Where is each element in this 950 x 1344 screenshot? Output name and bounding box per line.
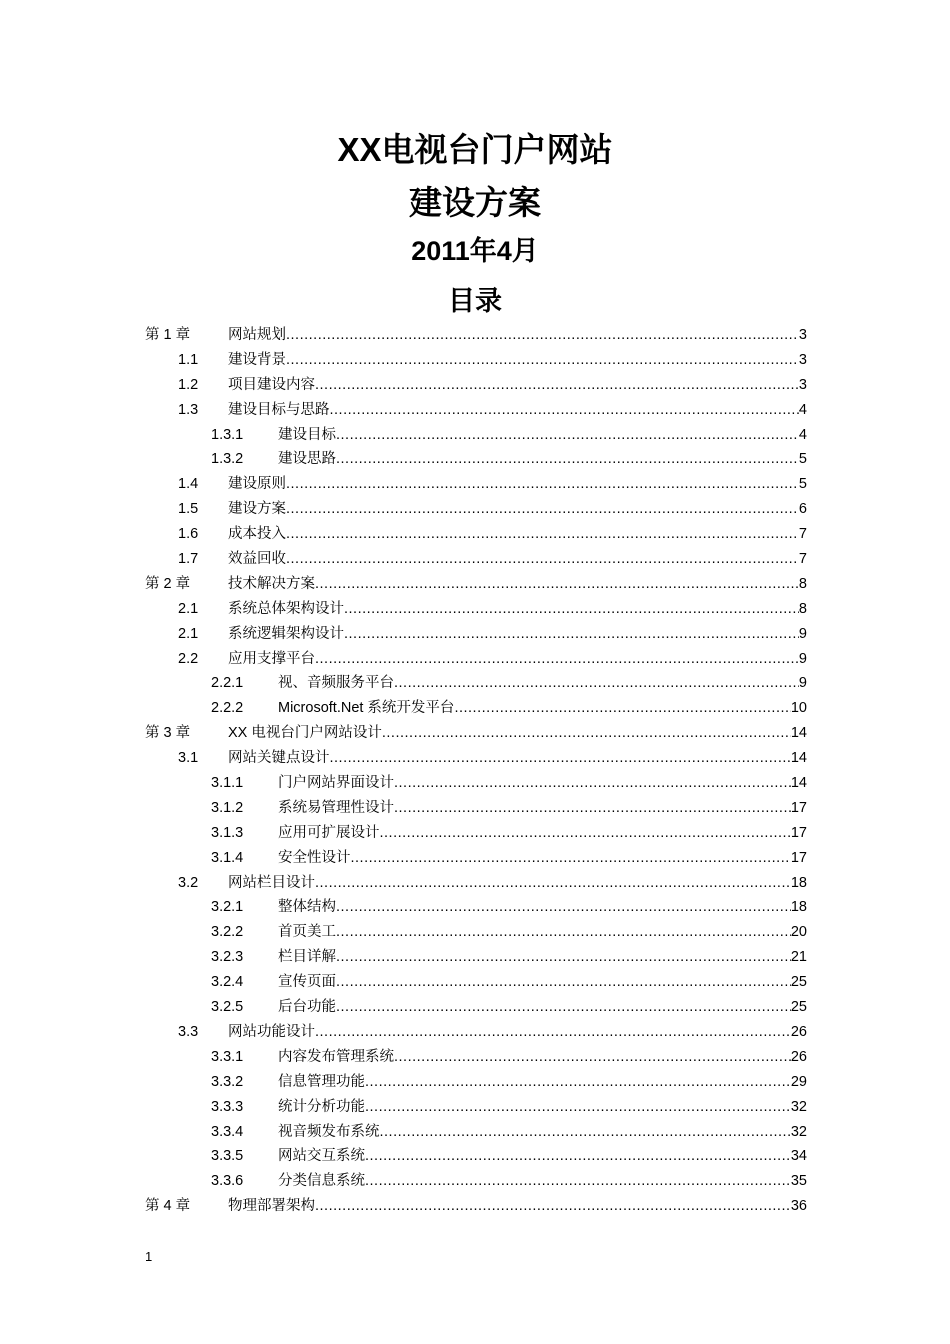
toc-entry-number: 3.2.4: [211, 974, 244, 991]
toc-entry[interactable]: [0, 1070, 950, 1095]
toc-leader-dots: [336, 920, 791, 945]
toc-entry-number: 3.3.3: [211, 1098, 244, 1115]
toc-entry-label: 门户网站界面设计: [278, 775, 394, 792]
toc-entry[interactable]: [0, 846, 950, 871]
toc-entry-body: [278, 846, 807, 871]
toc-entry-page: 9: [798, 675, 807, 692]
toc-entry-number: 3.3.5: [211, 1148, 244, 1165]
toc-entry-body: [228, 597, 807, 622]
toc-entry-number: 1.7: [178, 551, 199, 568]
toc-entry-body: [228, 522, 807, 547]
toc-entry[interactable]: [0, 622, 950, 647]
document-subtitle: 建设方案: [409, 184, 541, 221]
toc-entry-label: 建设方案: [228, 501, 286, 518]
toc-entry-label: 系统易管理性设计: [278, 799, 394, 816]
toc-entry-number: 1.3.1: [211, 426, 244, 443]
toc-leader-dots: [286, 472, 799, 497]
toc-leader-dots: [344, 597, 799, 622]
toc-entry-body: [278, 995, 807, 1020]
toc-entry-page: 25: [790, 974, 807, 991]
toc-entry[interactable]: [0, 746, 950, 771]
toc-entry-label: 网站规划: [228, 327, 286, 343]
toc-entry-body: [278, 920, 807, 945]
toc-entry-page: 3: [798, 327, 807, 343]
toc-entry-body: [228, 871, 807, 896]
toc-entry[interactable]: [0, 945, 950, 970]
toc-leader-dots: [336, 423, 799, 448]
toc-entry-number: 第 4 章: [145, 1198, 191, 1215]
toc-entry-label: 统计分析功能: [278, 1098, 365, 1115]
toc-entry-label: 建设背景: [228, 351, 286, 368]
toc-entry[interactable]: [0, 696, 950, 721]
toc-entry-number: 第 2 章: [145, 575, 191, 592]
toc-leader-dots: [336, 970, 791, 995]
toc-entry[interactable]: [0, 472, 950, 497]
toc-entry-body: [228, 622, 807, 647]
toc-entry-page: 36: [790, 1198, 807, 1215]
toc-entry-page: 26: [790, 1023, 807, 1040]
toc-leader-dots: [394, 671, 799, 696]
toc-leader-dots: [315, 373, 799, 398]
toc-entry-label: 视音频发布系统: [278, 1123, 380, 1140]
toc-entry[interactable]: [0, 647, 950, 672]
toc-leader-dots: [365, 1095, 791, 1120]
toc-entry-number: 3.3.4: [211, 1123, 244, 1140]
table-of-contents: [0, 323, 950, 1219]
page-number: 1: [145, 1249, 153, 1264]
toc-entry-body: [278, 671, 807, 696]
toc-entry-page: 7: [798, 551, 807, 568]
toc-leader-dots: [454, 696, 790, 721]
toc-entry-number: 2.1: [178, 600, 199, 617]
toc-entry-page: 14: [790, 750, 807, 767]
toc-leader-dots: [315, 1194, 791, 1219]
toc-entry-number: 3.2.3: [211, 949, 244, 966]
toc-entry-number: 3.3: [178, 1023, 199, 1040]
toc-entry[interactable]: [0, 895, 950, 920]
toc-entry-label: XX 电视台门户网站设计: [228, 725, 382, 742]
toc-entry-body: [228, 348, 807, 373]
toc-entry[interactable]: [0, 796, 950, 821]
toc-entry-label: 建设目标: [278, 426, 336, 443]
toc-entry[interactable]: [0, 398, 950, 423]
toc-entry[interactable]: [0, 597, 950, 622]
toc-entry-body: [228, 497, 807, 522]
toc-entry-label: 物理部署架构: [228, 1198, 315, 1215]
toc-entry-body: [278, 821, 807, 846]
toc-entry-page: 4: [798, 426, 807, 443]
document-title: XX电视台门户网站: [337, 131, 613, 168]
toc-entry-page: 6: [798, 501, 807, 518]
toc-entry-number: 1.5: [178, 501, 199, 518]
toc-entry-label: 分类信息系统: [278, 1173, 365, 1190]
toc-entry-number: 3.2: [178, 874, 199, 891]
toc-entry-body: [278, 895, 807, 920]
toc-entry-page: 7: [798, 526, 807, 543]
toc-entry-body: [228, 572, 807, 597]
toc-entry-label: 技术解决方案: [228, 575, 315, 592]
toc-entry[interactable]: [0, 721, 950, 746]
toc-entry-number: 2.2: [178, 650, 199, 667]
toc-leader-dots: [380, 1120, 791, 1145]
toc-entry[interactable]: [0, 373, 950, 398]
toc-leader-dots: [315, 647, 799, 672]
toc-entry-number: 1.2: [178, 376, 199, 393]
toc-entry-number: 3.1.3: [211, 824, 244, 841]
toc-leader-dots: [330, 746, 791, 771]
toc-entry[interactable]: [0, 323, 950, 348]
toc-entry-label: 网站关键点设计: [228, 750, 330, 767]
toc-entry-page: 3: [798, 376, 807, 393]
toc-leader-dots: [336, 995, 791, 1020]
toc-entry[interactable]: [0, 522, 950, 547]
toc-entry-number: 1.1: [178, 351, 199, 368]
toc-entry-page: 14: [790, 725, 807, 742]
toc-entry-number: 2.1: [178, 625, 199, 642]
toc-entry[interactable]: [0, 1120, 950, 1145]
toc-entry-number: 1.4: [178, 476, 199, 493]
toc-entry-body: [278, 970, 807, 995]
toc-entry-body: [228, 323, 807, 348]
toc-leader-dots: [394, 771, 791, 796]
toc-entry-number: 3.1.1: [211, 775, 244, 792]
toc-entry-number: 3.2.5: [211, 999, 244, 1016]
toc-leader-dots: [336, 447, 799, 472]
toc-entry-label: 宣传页面: [278, 974, 336, 991]
toc-entry-label: 内容发布管理系统: [278, 1048, 394, 1065]
toc-entry-body: [278, 1095, 807, 1120]
toc-leader-dots: [394, 796, 791, 821]
toc-entry[interactable]: [0, 1095, 950, 1120]
toc-entry-page: 9: [798, 625, 807, 642]
toc-entry-page: 9: [798, 650, 807, 667]
toc-entry-body: [278, 1169, 807, 1194]
toc-entry[interactable]: [0, 572, 950, 597]
toc-leader-dots: [365, 1070, 791, 1095]
toc-entry-page: 4: [798, 401, 807, 418]
toc-entry[interactable]: [0, 1020, 950, 1045]
toc-entry-number: 2.2.2: [211, 700, 244, 717]
toc-entry-page: 35: [790, 1173, 807, 1190]
toc-entry-body: [228, 373, 807, 398]
toc-leader-dots: [380, 821, 791, 846]
toc-entry-body: [228, 1194, 807, 1219]
toc-entry-label: 应用支撑平台: [228, 650, 315, 667]
toc-entry-page: 8: [798, 575, 807, 592]
toc-entry-body: [228, 746, 807, 771]
toc-entry[interactable]: [0, 447, 950, 472]
toc-entry-number: 2.2.1: [211, 675, 244, 692]
toc-entry-body: [278, 447, 807, 472]
toc-leader-dots: [365, 1144, 791, 1169]
toc-entry-page: 32: [790, 1123, 807, 1140]
toc-entry-label: 栏目详解: [278, 949, 336, 966]
toc-entry-number: 3.3.6: [211, 1173, 244, 1190]
toc-entry-label: 系统总体架构设计: [228, 600, 344, 617]
toc-entry[interactable]: [0, 821, 950, 846]
toc-entry[interactable]: [0, 671, 950, 696]
toc-entry-label: 安全性设计: [278, 849, 351, 866]
toc-entry-page: 26: [790, 1048, 807, 1065]
toc-entry-page: 5: [798, 451, 807, 468]
toc-entry[interactable]: [0, 1169, 950, 1194]
toc-entry-body: [278, 1120, 807, 1145]
toc-leader-dots: [382, 721, 791, 746]
toc-leader-dots: [344, 622, 799, 647]
toc-entry-number: 3.3.1: [211, 1048, 244, 1065]
toc-entry[interactable]: [0, 547, 950, 572]
toc-entry-page: 20: [790, 924, 807, 941]
toc-entry-page: 21: [790, 949, 807, 966]
toc-entry-body: [278, 696, 807, 721]
toc-entry-label: 后台功能: [278, 999, 336, 1016]
document-date: 2011年4月: [411, 236, 539, 266]
toc-entry-number: 3.1.4: [211, 849, 244, 866]
toc-entry-number: 3.2.2: [211, 924, 244, 941]
toc-entry-label: 建设原则: [228, 476, 286, 493]
toc-entry-label: 项目建设内容: [228, 376, 315, 393]
toc-leader-dots: [286, 348, 799, 373]
toc-leader-dots: [394, 1045, 791, 1070]
toc-entry[interactable]: [0, 1144, 950, 1169]
toc-leader-dots: [286, 323, 799, 348]
toc-entry-label: 信息管理功能: [278, 1073, 365, 1090]
toc-entry-page: 3: [798, 351, 807, 368]
toc-entry-number: 1.6: [178, 526, 199, 543]
toc-entry-page: 5: [798, 476, 807, 493]
toc-entry[interactable]: [0, 771, 950, 796]
toc-entry-label: 成本投入: [228, 526, 286, 543]
toc-entry-number: 1.3.2: [211, 451, 244, 468]
toc-entry-number: 第 3 章: [145, 725, 191, 742]
toc-entry[interactable]: [0, 1045, 950, 1070]
toc-entry-page: 18: [790, 899, 807, 916]
toc-heading: 目录: [448, 286, 502, 316]
toc-leader-dots: [315, 871, 791, 896]
toc-entry-label: 网站功能设计: [228, 1023, 315, 1040]
toc-entry-label: 系统逻辑架构设计: [228, 625, 344, 642]
toc-entry-page: 14: [790, 775, 807, 792]
toc-entry-body: [278, 1045, 807, 1070]
toc-entry-body: [278, 796, 807, 821]
toc-entry[interactable]: [0, 871, 950, 896]
toc-leader-dots: [286, 522, 799, 547]
toc-entry-body: [228, 721, 807, 746]
toc-entry-number: 3.1: [178, 750, 199, 767]
toc-entry-label: 效益回收: [228, 551, 286, 568]
toc-entry-page: 25: [790, 999, 807, 1016]
toc-entry[interactable]: [0, 970, 950, 995]
toc-entry-body: [228, 547, 807, 572]
toc-leader-dots: [315, 1020, 791, 1045]
toc-entry-number: 3.3.2: [211, 1073, 244, 1090]
toc-entry-page: 17: [790, 824, 807, 841]
toc-entry-number: 3.2.1: [211, 899, 244, 916]
toc-entry-body: [278, 945, 807, 970]
toc-entry-page: 34: [790, 1148, 807, 1165]
toc-entry-label: Microsoft.Net 系统开发平台: [278, 700, 455, 717]
toc-entry-page: 17: [790, 849, 807, 866]
toc-entry-page: 18: [790, 874, 807, 891]
toc-entry-body: [228, 1020, 807, 1045]
toc-entry-label: 网站栏目设计: [228, 874, 315, 891]
toc-entry-label: 应用可扩展设计: [278, 824, 380, 841]
toc-leader-dots: [336, 945, 791, 970]
toc-entry-label: 网站交互系统: [278, 1148, 365, 1165]
toc-entry-label: 建设思路: [278, 451, 336, 468]
toc-entry[interactable]: [0, 497, 950, 522]
toc-leader-dots: [351, 846, 791, 871]
toc-entry[interactable]: [0, 348, 950, 373]
toc-entry-body: [228, 647, 807, 672]
toc-entry-page: 32: [790, 1098, 807, 1115]
toc-entry-label: 视、音频服务平台: [278, 675, 394, 692]
toc-entry-body: [278, 1070, 807, 1095]
toc-entry-body: [228, 398, 807, 423]
toc-leader-dots: [330, 398, 799, 423]
toc-leader-dots: [286, 547, 799, 572]
toc-entry-label: 建设目标与思路: [228, 401, 330, 418]
toc-entry[interactable]: [0, 1194, 950, 1219]
toc-entry-page: 17: [790, 799, 807, 816]
toc-entry-number: 1.3: [178, 401, 199, 418]
toc-entry-page: 29: [790, 1073, 807, 1090]
toc-entry-label: 首页美工: [278, 924, 336, 941]
toc-entry[interactable]: [0, 423, 950, 448]
toc-leader-dots: [286, 497, 799, 522]
toc-entry-page: 8: [798, 600, 807, 617]
toc-entry-page: 10: [790, 700, 807, 717]
toc-leader-dots: [365, 1169, 791, 1194]
toc-entry-body: [278, 1144, 807, 1169]
toc-leader-dots: [336, 895, 791, 920]
toc-entry-label: 整体结构: [278, 899, 336, 916]
toc-entry-body: [278, 771, 807, 796]
toc-entry[interactable]: [0, 995, 950, 1020]
toc-entry-number: 第 1 章: [145, 327, 191, 343]
toc-entry-body: [228, 472, 807, 497]
toc-entry-body: [278, 423, 807, 448]
toc-entry[interactable]: [0, 920, 950, 945]
toc-entry-number: 3.1.2: [211, 799, 244, 816]
toc-leader-dots: [315, 572, 799, 597]
